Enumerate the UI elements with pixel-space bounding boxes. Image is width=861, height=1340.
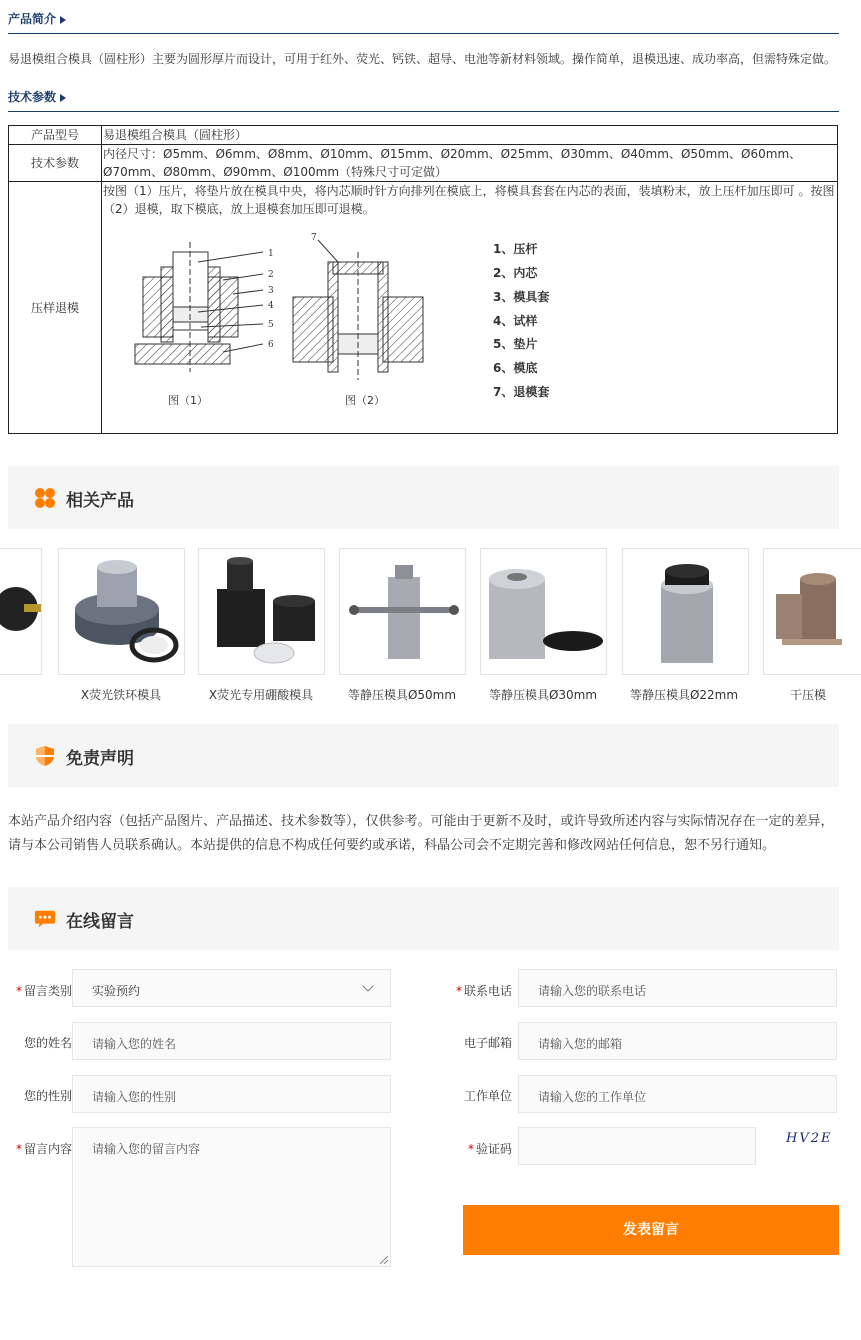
callout-6: 6: [268, 340, 274, 350]
legend-item: 6、模底: [493, 361, 538, 375]
spec-key: 技术参数: [9, 145, 102, 182]
figure-1: [135, 242, 274, 407]
phone-input[interactable]: 请输入您的联系电话: [518, 969, 837, 1007]
required-mark: *: [455, 984, 462, 998]
captcha-image[interactable]: HV2E: [786, 1131, 833, 1146]
product-card[interactable]: [339, 548, 466, 675]
product-name[interactable]: 干压模: [789, 688, 826, 702]
category-select[interactable]: 实验预约: [72, 969, 391, 1007]
legend-item: 4、试样: [493, 314, 538, 328]
product-image: [59, 549, 185, 675]
product-image: [0, 549, 42, 675]
gender-label: 您的性别: [23, 1089, 72, 1103]
related-products-header: [8, 466, 839, 529]
product-image: [623, 549, 749, 675]
mold-diagram: [123, 232, 583, 432]
legend-item: 3、模具套: [493, 290, 550, 304]
email-input[interactable]: 请输入您的邮箱: [518, 1022, 837, 1060]
captcha-input[interactable]: [518, 1127, 756, 1165]
product-card[interactable]: [58, 548, 185, 675]
legend-item: 5、垫片: [493, 337, 538, 351]
company-label: 工作单位: [463, 1089, 512, 1103]
mold-drawing: [123, 232, 483, 422]
spec-section-title: 技术参数: [8, 88, 66, 105]
message-header: [8, 887, 839, 950]
procedure-text: 按图（1）压片，将垫片放在模具中央，将内芯顺时针方向排列在模底上，将模具套套在内芯的表面，装填粉末，放上压杆加压即可 。按图（2）退模，取下模底，放上退模套加压即可退模。: [103, 184, 835, 216]
shield-icon: [34, 745, 56, 767]
spec-value-procedure: [102, 182, 838, 434]
legend-item: 1、压杆: [493, 242, 538, 256]
resize-handle-icon[interactable]: [380, 1256, 388, 1264]
product-image: [481, 549, 607, 675]
legend-item: 2、内芯: [493, 266, 538, 280]
email-label: 电子邮箱: [463, 1036, 512, 1050]
table-row: [9, 182, 838, 434]
spec-key: 压样退模: [9, 182, 102, 434]
submit-button[interactable]: 发表留言: [463, 1205, 839, 1255]
disclaimer-title: 免责声明: [66, 749, 134, 769]
legend-item: 7、退模套: [493, 385, 550, 399]
product-image: [199, 549, 325, 675]
required-mark: *: [15, 1142, 22, 1156]
callout-1: 1: [268, 249, 274, 259]
product-name[interactable]: 等静压模具Ø30mm: [488, 688, 598, 702]
callout-7: 7: [311, 233, 317, 243]
spec-key: 产品型号: [9, 126, 102, 145]
captcha-label: * 验证码: [467, 1142, 512, 1156]
product-card[interactable]: [198, 548, 325, 675]
triangle-right-icon: [60, 16, 66, 24]
callout-4: 4: [268, 301, 274, 311]
content-label: * 留言内容: [15, 1142, 72, 1156]
table-row: [9, 145, 838, 182]
callout-3: 3: [268, 286, 274, 296]
table-row: [9, 126, 838, 145]
intro-section-title: 产品简介: [8, 10, 66, 27]
category-label: * 留言类别: [15, 984, 72, 998]
triangle-right-icon: [60, 94, 66, 102]
spec-table: [8, 125, 838, 434]
spec-value: 内径尺寸：Ø5mm、Ø6mm、Ø8mm、Ø10mm、Ø15mm、Ø20mm、Ø25mm、Ø30mm、Ø40mm、Ø50mm、Ø60mm、Ø70mm、Ø80mm、Ø90mm、Ø100mm（特殊尺寸可定做）: [102, 145, 838, 182]
product-card[interactable]: [763, 548, 861, 675]
clover-icon: [34, 487, 56, 509]
product-name[interactable]: X荧光专用硼酸模具: [208, 688, 314, 702]
fig2-caption: 图（2）: [345, 394, 385, 407]
related-products-title: 相关产品: [66, 491, 134, 511]
chat-bubble-icon: [34, 908, 56, 930]
chevron-down-icon: [362, 980, 373, 991]
figure-2: [293, 233, 423, 407]
intro-section-header: [8, 0, 839, 34]
phone-label: * 联系电话: [455, 984, 512, 998]
name-input[interactable]: 请输入您的姓名: [72, 1022, 391, 1060]
product-name[interactable]: 等静压模具Ø22mm: [629, 688, 739, 702]
product-image: [340, 549, 466, 675]
product-name[interactable]: [0, 686, 42, 703]
message-title: 在线留言: [66, 912, 134, 932]
product-card[interactable]: [480, 548, 607, 675]
content-textarea[interactable]: 请输入您的留言内容: [72, 1127, 391, 1267]
spec-value: 易退模组合模具（圆柱形）: [102, 126, 838, 145]
required-mark: *: [15, 984, 22, 998]
disclaimer-header: [8, 724, 839, 787]
product-name[interactable]: X荧光铁环模具: [80, 688, 162, 702]
required-mark: *: [467, 1142, 474, 1156]
product-card[interactable]: [0, 548, 42, 675]
gender-input[interactable]: 请输入您的性别: [72, 1075, 391, 1113]
callout-2: 2: [268, 270, 274, 280]
disclaimer-text: 本站产品介绍内容（包括产品图片、产品描述、技术参数等），仅供参考。可能由于更新不及时，或许导致所述内容与实际情况存在一定的差异，请与本公司销售人员联系确认。本站提供的信息不构成任何要约或承诺，科晶公司会不定期完善和修改网站任何信息，恕不另行通知。: [8, 814, 834, 853]
fig1-caption: 图（1）: [168, 394, 208, 407]
spec-section-header: [8, 78, 839, 112]
company-input[interactable]: 请输入您的工作单位: [518, 1075, 837, 1113]
intro-text: 易退模组合模具（圆柱形）主要为圆形厚片而设计，可用于红外、荧光、钙铁、超导、电池等新材料领域。操作简单，退模迅速、成功率高，但需特殊定做。: [8, 52, 837, 66]
product-card[interactable]: [622, 548, 749, 675]
name-label: 您的姓名: [23, 1036, 72, 1050]
product-name[interactable]: 等静压模具Ø50mm: [347, 688, 457, 702]
product-image: [764, 549, 861, 675]
callout-5: 5: [268, 320, 274, 330]
